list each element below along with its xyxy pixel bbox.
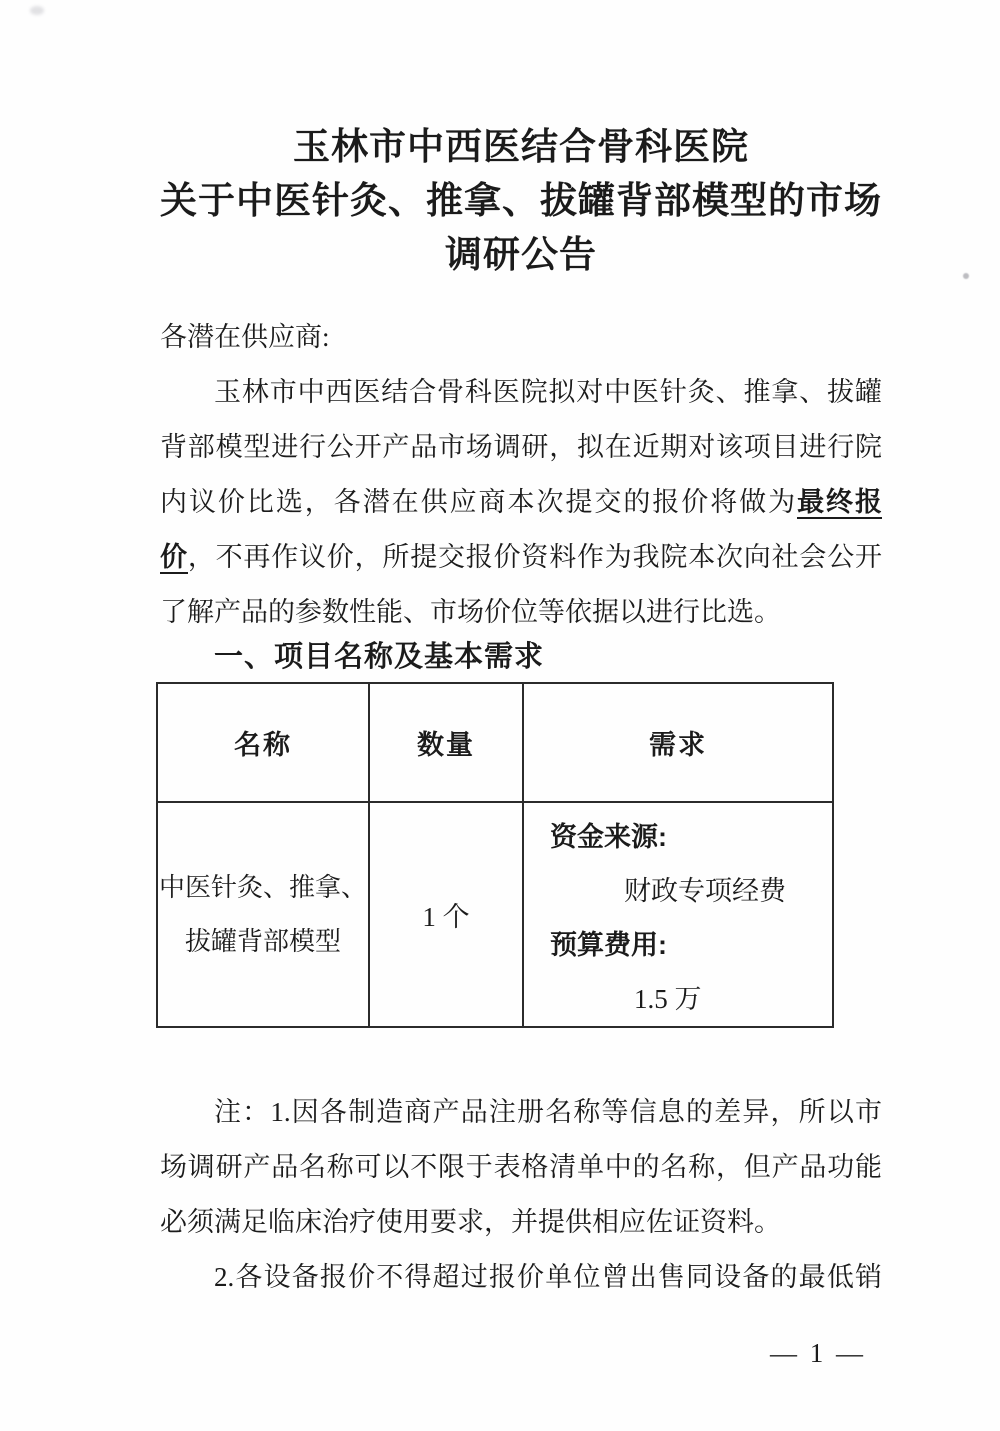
table-cell-requirement (524, 803, 832, 1026)
product-name-line-1: 中医针灸、推拿、 (158, 872, 367, 902)
note-line: 2.各设备报价不得超过报价单位曾出售同设备的最低销 (214, 1262, 882, 1292)
funding-source-label: 资金来源: (550, 822, 667, 852)
title-line-3: 调研公告 (445, 235, 597, 276)
paragraph-line: 了解产品的参数性能、市场价位等依据以进行比选。 (160, 597, 781, 627)
paragraph-text: ，不再作议价，所提交报价资料作为我院本次向社会公开 (187, 542, 883, 572)
paragraph-line (160, 475, 882, 530)
note-line: 注：1.因各制造商产品注册名称等信息的差异，所以市 (214, 1097, 882, 1127)
scan-artifact-mark (30, 6, 44, 15)
note-line: 场调研产品名称可以不限于表格清单中的名称，但产品功能 (160, 1152, 882, 1182)
emphasized-final-quote-text: 最终报 (797, 487, 883, 517)
funding-source-value: 财政专项经费 (624, 876, 786, 906)
title-line-1: 玉林市中西医结合骨科医院 (293, 127, 749, 168)
table-header-name: 名称 (158, 684, 370, 803)
paragraph-line: 背部模型进行公开产品市场调研，拟在近期对该项目进行院 (160, 432, 882, 462)
table-header-requirement: 需求 (524, 684, 832, 803)
table-header-quantity: 数量 (370, 684, 524, 803)
scan-artifact-dot (963, 273, 969, 279)
budget-label: 预算费用: (550, 930, 667, 960)
note-line: 必须满足临床治疗使用要求，并提供相应佐证资料。 (160, 1207, 781, 1237)
product-name-line-2: 拔罐背部模型 (184, 926, 341, 956)
paragraph-text: 内议价比选，各潜在供应商本次提交的报价将做为 (160, 487, 798, 517)
body-paragraph (160, 365, 882, 640)
budget-value: 1.5 万 (634, 984, 702, 1014)
requirements-table (156, 682, 834, 1028)
emphasized-final-quote-text: 价 (160, 542, 188, 572)
notes-paragraph (160, 1085, 882, 1305)
paragraph-line: 玉林市中西医结合骨科医院拟对中医针灸、推拿、拔罐 (214, 377, 882, 407)
document-title (160, 121, 882, 283)
page-number: — 1 — (770, 1338, 866, 1368)
table-cell-product-name (158, 803, 370, 1026)
section-1-heading: 一、项目名称及基本需求 (214, 641, 545, 673)
title-line-2: 关于中医针灸、推拿、拔罐背部模型的市场 (160, 181, 882, 222)
table-cell-quantity: 1 个 (370, 803, 524, 1026)
salutation: 各潜在供应商: (160, 322, 330, 352)
paragraph-line (160, 530, 882, 585)
